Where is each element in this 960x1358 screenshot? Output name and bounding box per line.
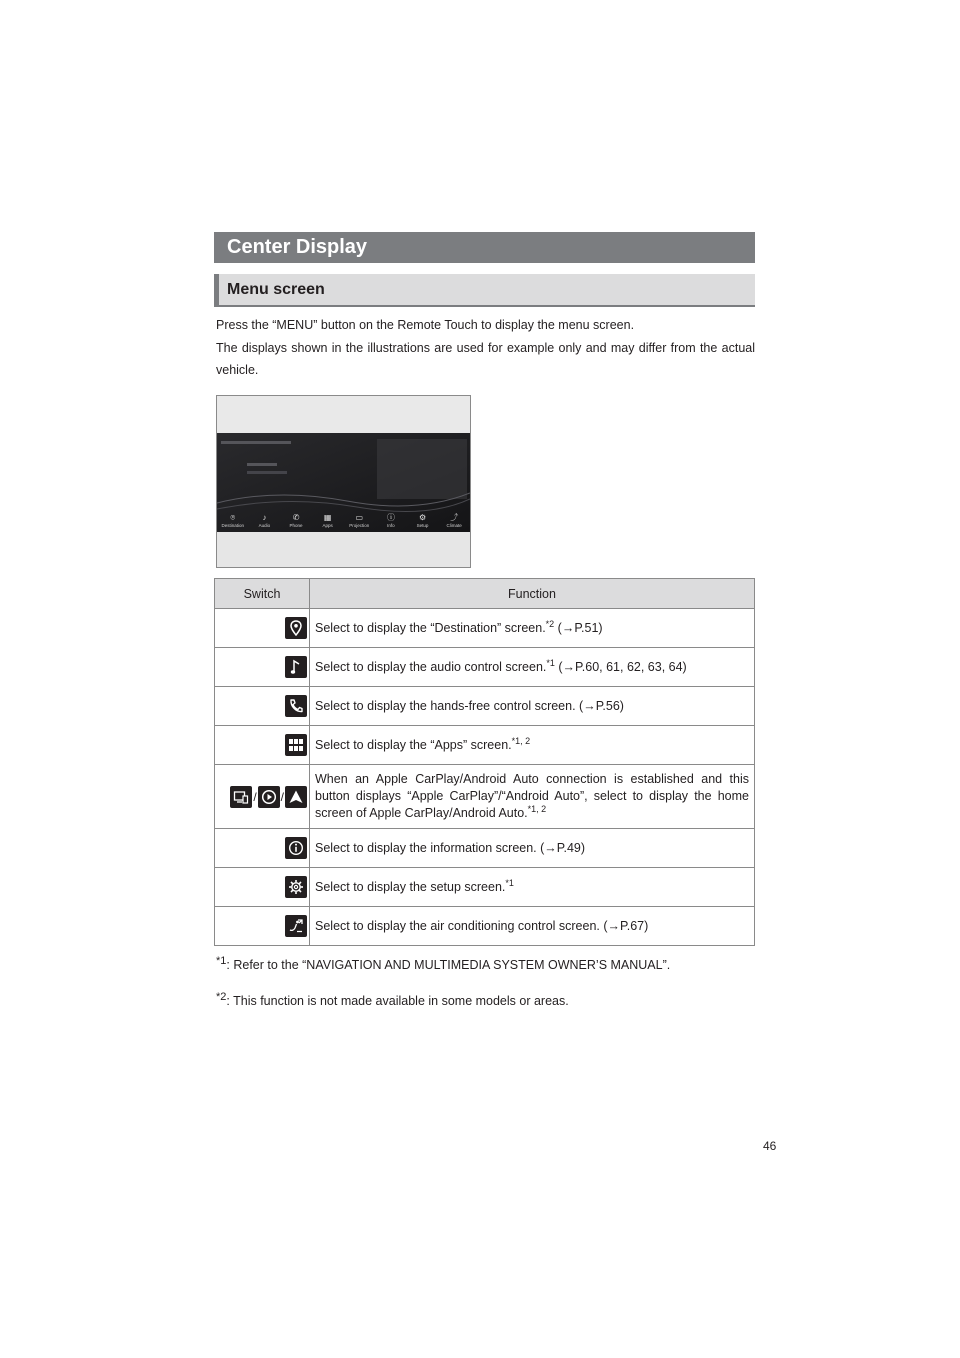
menu-screen-illustration: [216, 395, 471, 568]
menu-item-phone[interactable]: ✆ Phone: [289, 513, 303, 528]
subsection-title: Menu screen: [214, 274, 755, 307]
table-row: [215, 648, 755, 687]
separator-slash: /: [253, 789, 257, 804]
menu-item-setup[interactable]: ⚙ Setup: [416, 513, 429, 528]
menu-item-info[interactable]: ⓘ Info: [386, 513, 395, 528]
info-icon: [285, 837, 307, 859]
info-icon: ⓘ: [386, 513, 395, 522]
function-cell: Select to display the air conditioning control screen. (→P.67): [310, 907, 755, 946]
gear-icon: [285, 876, 307, 898]
function-cell: Select to display the hands-free control screen. (→P.56): [310, 687, 755, 726]
page-number: 46: [763, 1139, 777, 1153]
function-cell: Select to display the “Apps” screen.$^{*1, 2}$: [310, 726, 755, 765]
function-cell: Select to display the “Destination” screen.$^{*2}$ (→P.51): [310, 609, 755, 648]
footnote-1: $^{*1}$: Refer to the “NAVIGATION AND MULTIMEDIA SYSTEM OWNER’S MANUAL”.: [216, 954, 671, 972]
function-cell: Select to display the setup screen.$^{*1}$: [310, 868, 755, 907]
carplay-icon: [258, 786, 280, 808]
gear-icon: ⚙: [418, 513, 427, 522]
function-cell: Select to display the information screen. (→P.49): [310, 829, 755, 868]
table-row: [215, 868, 755, 907]
section-title: Center Display: [214, 232, 755, 263]
switch-cell: [215, 648, 310, 687]
menu-item-apps[interactable]: ▦ Apps: [322, 513, 333, 528]
apps-grid-icon: [285, 734, 307, 756]
table-row: [215, 765, 755, 829]
table-header-switch: Switch: [215, 579, 310, 609]
menu-item-projection[interactable]: ▭ Projection: [349, 513, 370, 528]
switch-function-table: [214, 578, 755, 946]
intro-paragraph-1: Press the “MENU” button on the Remote Touch to display the menu screen.: [216, 318, 635, 332]
menu-item-destination[interactable]: ⌾ Destination: [221, 513, 245, 528]
switch-cell: [215, 687, 310, 726]
phone-icon: [285, 695, 307, 717]
switch-cell: [215, 765, 310, 829]
table-header-function: Function: [310, 579, 755, 609]
switch-cell: [215, 907, 310, 946]
music-note-icon: ♪: [262, 513, 267, 522]
menu-item-audio[interactable]: ♪ Audio: [258, 513, 271, 528]
screen-menu-bar: [217, 507, 470, 532]
table-row: [215, 829, 755, 868]
table-row: [215, 687, 755, 726]
apps-grid-icon: ▦: [323, 513, 332, 522]
switch-cell: [215, 726, 310, 765]
switch-cell: [215, 868, 310, 907]
separator-slash: /: [280, 789, 284, 804]
android-auto-icon: [285, 786, 307, 808]
location-pin-icon: [285, 617, 307, 639]
intro-paragraph-2: The displays shown in the illustrations are used for example only and may differ from the actual vehicle.: [216, 341, 755, 377]
table-row: [215, 726, 755, 765]
display-screen: [217, 433, 470, 532]
climate-icon: ⤴: [450, 513, 459, 522]
location-pin-icon: ⌾: [230, 513, 236, 522]
function-cell: Select to display the audio control screen.$^{*1}$ (→P.60, 61, 62, 63, 64): [310, 648, 755, 687]
menu-item-climate[interactable]: ⤴ Climate: [446, 513, 462, 528]
table-row: [215, 609, 755, 648]
table-row: [215, 907, 755, 946]
music-note-icon: [285, 656, 307, 678]
projection-icon: [230, 786, 252, 808]
climate-icon: [285, 915, 307, 937]
switch-cell: [215, 609, 310, 648]
projection-icon: ▭: [355, 513, 364, 522]
function-cell: When an Apple CarPlay/Android Auto connection is established and this button displays “Apple CarPlay”/“Android Auto”, select to display the home screen of Apple CarPlay/Android Auto.$^{*1, 2}$: [310, 765, 755, 829]
footnote-2: $^{*2}$: This function is not made available in some models or areas.: [216, 990, 569, 1008]
phone-icon: ✆: [292, 513, 300, 522]
screen-bezel-bottom: [217, 532, 470, 567]
switch-cell: [215, 829, 310, 868]
